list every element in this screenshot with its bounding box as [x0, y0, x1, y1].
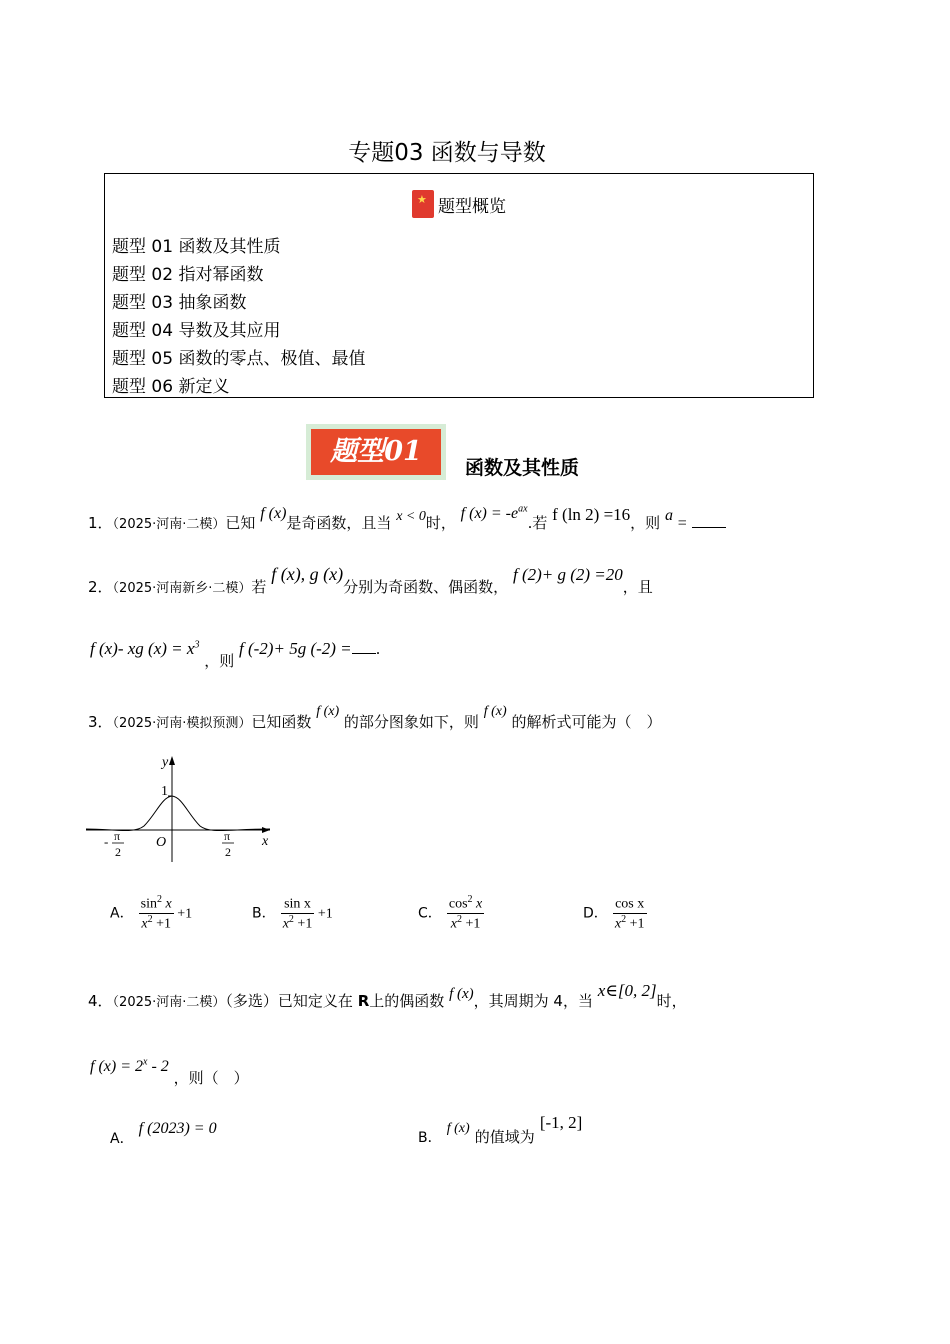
overview-item[interactable]: 题型 03 抽象函数	[112, 293, 247, 313]
overview-item[interactable]: 题型 05 函数的零点、极值、最值	[112, 349, 366, 369]
book-star-icon: ★	[412, 190, 434, 218]
overview-item[interactable]: 题型 02 指对幂函数	[112, 265, 264, 285]
x-axis-arrow	[262, 827, 270, 833]
function-graph	[84, 752, 284, 867]
question-4-line-2: f $(x) = 2^x - 2$ ，则（ ）	[90, 1056, 249, 1087]
neg-tick-top: π	[114, 829, 121, 843]
overview-box	[104, 173, 814, 398]
section-title: 函数及其性质	[465, 457, 580, 479]
question-1: 1．（2025·河南·二模）已知 f (x)是奇函数，且当 x < 0时， f $(x) = -e^{ax}$.若 f (ln 2) =16，则 a =	[88, 512, 726, 533]
overview-heading: ★ 题型概览	[105, 190, 813, 218]
one-label: 1	[161, 784, 168, 799]
overview-item[interactable]: 题型 04 导数及其应用	[112, 321, 281, 341]
section-badge	[306, 424, 446, 480]
option-c[interactable]: C． $\frac{\cos^2 x}{x^2 +1}$	[418, 894, 483, 932]
y-axis-arrow	[169, 756, 175, 765]
option-a[interactable]: A． $\frac{\sin^2 x}{x^2 +1}$ +1	[110, 894, 193, 932]
question-2-line-2: f (x)- xg $(x) = x^3$ ，则 f (-2)+ 5g (-2) = .	[90, 639, 381, 670]
page-title: 专题03 函数与导数	[348, 140, 546, 166]
question-3: 3．（2025·河南·模拟预测）已知函数 f (x) 的部分图象如下，则 f (x) 的解析式可能为（ ）	[88, 704, 662, 731]
q4-option-b[interactable]: B． f (x) 的值域为 [-1, 2]	[418, 1113, 583, 1146]
neg-tick-bottom: 2	[115, 845, 121, 859]
option-b[interactable]: B． $\frac{\text{sin x}}{x^2 +1}$ +1	[252, 894, 333, 932]
question-2: 2．（2025·河南新乡·二模）若 f (x), g (x)分别为奇函数、偶函数， f (2)+ g (2) =20，且	[88, 564, 653, 596]
curve	[86, 796, 270, 831]
y-label: y	[162, 755, 169, 770]
pos-tick-top: π	[224, 829, 231, 843]
section-badge-text: 题型01	[311, 429, 441, 475]
overview-item[interactable]: 题型 01 函数及其性质	[112, 237, 281, 257]
overview-item[interactable]: 题型 06 新定义	[112, 377, 230, 397]
option-d[interactable]: D． $\frac{\text{cos x}}{x^2 +1}$	[583, 894, 647, 932]
pos-tick-bottom: 2	[225, 845, 231, 859]
question-4: 4．（2025·河南·二模）（多选）已知定义在 R上的偶函数 f (x)，其周期为 4，当 x∈[0, 2]时，	[88, 981, 687, 1010]
x-label: x	[262, 834, 269, 849]
q4-option-a[interactable]: A． f (2023) = 0	[110, 1120, 217, 1147]
neg-tick-sign: -	[104, 834, 109, 849]
origin-label: O	[156, 835, 167, 850]
